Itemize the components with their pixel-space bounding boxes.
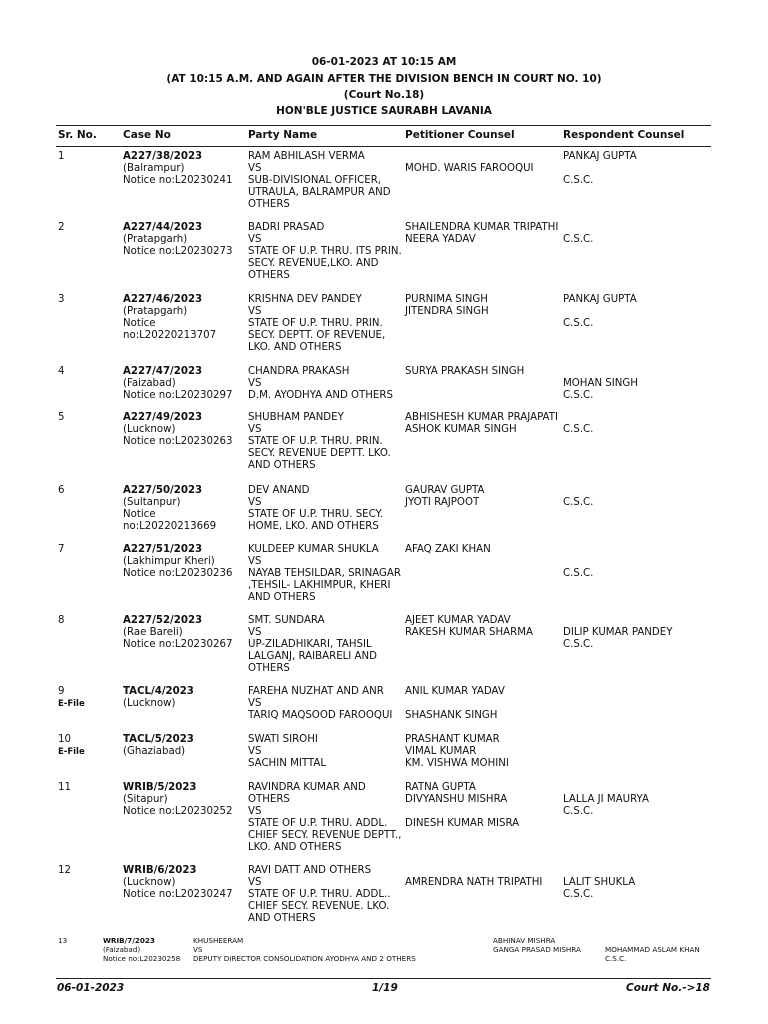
party-line: HOME, LKO. AND OTHERS (248, 521, 379, 532)
party-line: DEV ANAND (248, 485, 310, 496)
counsel-line: C.S.C. (605, 953, 627, 963)
party-line: STATE OF U.P. THRU. PRIN. (248, 436, 383, 447)
case-notice: Notice no:L20230236 (123, 568, 233, 579)
sr-number: 7 (58, 544, 65, 555)
counsel-line (563, 865, 635, 877)
row-sr-no (58, 782, 71, 794)
sr-number: 8 (58, 615, 65, 626)
case-notice: Notice no:L20230241 (123, 175, 233, 186)
table-top-rule (56, 125, 711, 126)
party-line: VS (193, 944, 203, 954)
case-notice: no:L20220213707 (123, 330, 217, 341)
party-line: CHIEF SECY. REVENUE DEPTT., (248, 830, 402, 841)
row-case-info (103, 937, 180, 964)
party-line: VS (248, 497, 262, 508)
party-line: SECY. DEPTT. OF REVENUE, (248, 330, 386, 341)
case-notice: Notice no:L20230297 (123, 390, 233, 401)
row-respondent-counsel (563, 485, 593, 509)
column-header-respondent-counsel: Respondent Counsel (563, 129, 685, 141)
counsel-line: JITENDRA SINGH (405, 306, 489, 317)
case-number: A227/51/2023 (123, 544, 203, 555)
party-line: SWATI SIROHI (248, 734, 318, 745)
party-line: STATE OF U.P. THRU. ITS PRIN. (248, 246, 402, 257)
row-case-info (123, 734, 194, 758)
party-line: KULDEEP KUMAR SHUKLA (248, 544, 379, 555)
counsel-line: LALLA JI MAURYA (563, 794, 649, 805)
row-petitioner-counsel (405, 686, 505, 722)
party-line: ,TEHSIL- LAKHIMPUR, KHERI (248, 580, 391, 591)
counsel-line (405, 806, 519, 818)
counsel-line: C.S.C. (563, 318, 594, 329)
counsel-line: AFAQ ZAKI KHAN (405, 544, 491, 555)
case-district: (Ghaziabad) (123, 746, 186, 757)
row-party-name (248, 151, 391, 211)
case-notice: Notice no:L20230252 (123, 806, 233, 817)
counsel-line: DIVYANSHU MISHRA (405, 794, 508, 805)
counsel-line: MOHAN SINGH (563, 378, 638, 389)
counsel-line (563, 366, 638, 378)
row-case-info (123, 686, 194, 710)
row-petitioner-counsel (405, 782, 519, 830)
row-petitioner-counsel (405, 151, 534, 175)
column-header-case-no: Case No (123, 129, 171, 141)
row-sr-no (58, 151, 64, 163)
counsel-line: KM. VISHWA MOHINI (405, 758, 509, 769)
party-line: AND OTHERS (248, 592, 316, 603)
party-line: STATE OF U.P. THRU. SECY. (248, 509, 383, 520)
case-notice: Notice no:L20230273 (123, 246, 233, 257)
row-petitioner-counsel (405, 222, 558, 246)
counsel-line: C.S.C. (563, 175, 594, 186)
footer-page-number: 1/19 (372, 982, 398, 994)
party-line: UTRAULA, BALRAMPUR AND (248, 187, 391, 198)
case-notice: no:L20220213669 (123, 521, 217, 532)
row-party-name (248, 294, 385, 354)
party-line: VS (248, 378, 262, 389)
party-line: CHIEF SECY. REVENUE. LKO. (248, 901, 390, 912)
case-district: (Pratapgarh) (123, 306, 188, 317)
case-district: (Lucknow) (123, 877, 176, 888)
case-district: (Faizabad) (103, 944, 141, 954)
case-notice: Notice (123, 318, 156, 329)
counsel-line: AMRENDRA NATH TRIPATHI (405, 877, 543, 888)
row-sr-no (58, 294, 64, 306)
counsel-line: C.S.C. (563, 390, 594, 401)
case-district: (Pratapgarh) (123, 234, 188, 245)
row-respondent-counsel (563, 294, 637, 330)
case-number: A227/50/2023 (123, 485, 203, 496)
counsel-line (563, 163, 637, 175)
row-respondent-counsel (563, 412, 593, 436)
court-number: (Court No.18) (343, 89, 425, 101)
party-line: VS (248, 306, 262, 317)
column-header-sr-no: Sr. No. (58, 129, 97, 141)
row-case-info (123, 151, 232, 187)
party-line: VS (248, 877, 262, 888)
party-line: SECY. REVENUE,LKO. AND (248, 258, 379, 269)
row-sr-no: 13 (58, 936, 68, 945)
party-line: CHANDRA PRAKASH (248, 366, 350, 377)
party-line: OTHERS (248, 199, 290, 210)
party-line: RAVINDRA KUMAR AND (248, 782, 366, 793)
case-notice: Notice (123, 509, 156, 520)
party-line: TARIQ MAQSOOD FAROOQUI (248, 710, 393, 721)
counsel-line (563, 222, 593, 234)
row-respondent-counsel (563, 544, 593, 580)
row-party-name (248, 615, 377, 675)
party-line: SECY. REVENUE DEPTT. LKO. (248, 448, 391, 459)
counsel-line: PANKAJ GUPTA (563, 294, 637, 305)
row-sr-no (58, 222, 64, 234)
column-header-petitioner-counsel: Petitioner Counsel (405, 129, 515, 141)
row-respondent-counsel (563, 151, 637, 187)
party-line: SHUBHAM PANDEY (248, 412, 344, 423)
case-district: (Faizabad) (123, 378, 176, 389)
row-case-info (123, 294, 216, 342)
row-petitioner-counsel (405, 485, 484, 509)
row-case-info (123, 544, 232, 580)
footer-rule (56, 978, 711, 979)
counsel-line: VIMAL KUMAR (405, 746, 477, 757)
sr-number: 2 (58, 222, 65, 233)
row-petitioner-counsel (405, 412, 558, 436)
row-respondent-counsel (563, 366, 638, 402)
counsel-line: PURNIMA SINGH (405, 294, 488, 305)
counsel-line (563, 615, 672, 627)
counsel-line: ASHOK KUMAR SINGH (405, 424, 517, 435)
row-case-info (123, 865, 232, 901)
row-party-name (248, 485, 383, 533)
counsel-line: DINESH KUMAR MISRA (405, 818, 520, 829)
counsel-line: PANKAJ GUPTA (563, 151, 637, 162)
party-line: SUB-DIVISIONAL OFFICER, (248, 175, 382, 186)
row-petitioner-counsel (405, 294, 489, 318)
case-district: (Lucknow) (123, 424, 176, 435)
party-line: VS (248, 424, 262, 435)
row-petitioner-counsel (405, 734, 509, 770)
party-line: VS (248, 234, 262, 245)
party-line: OTHERS (248, 663, 290, 674)
row-sr-no (58, 686, 85, 710)
footer-court-number: Court No.->18 (625, 982, 710, 994)
party-line: VS (248, 746, 262, 757)
party-line: VS (248, 627, 262, 638)
case-number: A227/44/2023 (123, 222, 203, 233)
counsel-line (563, 782, 649, 794)
case-district: (Sultanpur) (123, 497, 181, 508)
counsel-line (405, 151, 534, 163)
row-case-info (123, 222, 232, 258)
case-number: WRIB/6/2023 (123, 865, 197, 876)
party-line: STATE OF U.P. THRU. ADDL.. (248, 889, 391, 900)
party-line: VS (248, 806, 262, 817)
row-sr-no (58, 412, 64, 424)
row-sr-no (58, 615, 64, 627)
party-line: KRISHNA DEV PANDEY (248, 294, 362, 305)
counsel-line: JYOTI RAJPOOT (405, 497, 480, 508)
row-case-info (123, 485, 216, 533)
counsel-line (563, 306, 637, 318)
row-party-name (248, 686, 392, 722)
row-petitioner-counsel (405, 615, 533, 639)
sr-number: 9 (58, 686, 65, 697)
case-number: A227/38/2023 (123, 151, 203, 162)
case-district: (Lakhimpur Kheri) (123, 556, 215, 567)
sr-number: 10 (58, 734, 71, 745)
case-notice: Notice no:L20230267 (123, 639, 233, 650)
counsel-line: SHAILENDRA KUMAR TRIPATHI (405, 222, 559, 233)
row-petitioner-counsel (405, 865, 542, 889)
party-line: NAYAB TEHSILDAR, SRINAGAR (248, 568, 401, 579)
sr-number: 4 (58, 366, 65, 377)
sr-number: 1 (58, 151, 65, 162)
case-number: A227/47/2023 (123, 366, 203, 377)
counsel-line: C.S.C. (563, 497, 594, 508)
party-line: BADRI PRASAD (248, 222, 325, 233)
counsel-line: MOHD. WARIS FAROOQUI (405, 163, 534, 174)
counsel-line: C.S.C. (563, 424, 594, 435)
row-case-info (123, 366, 232, 402)
counsel-line: SHASHANK SINGH (405, 710, 498, 721)
case-number: A227/49/2023 (123, 412, 203, 423)
party-line: KHUSHEERAM (193, 936, 244, 945)
row-party-name (248, 544, 401, 604)
counsel-line: C.S.C. (563, 568, 594, 579)
party-line: VS (248, 556, 262, 567)
row-party-name (193, 937, 416, 964)
case-district: (Rae Bareli) (123, 627, 183, 638)
row-sr-no (58, 366, 64, 378)
counsel-line: C.S.C. (563, 889, 594, 900)
party-line: AND OTHERS (248, 913, 316, 924)
counsel-line (563, 485, 593, 497)
sr-number: 6 (58, 485, 65, 496)
case-notice: Notice no:L20230247 (123, 889, 233, 900)
sr-number: 3 (58, 294, 65, 305)
party-line: LKO. AND OTHERS (248, 842, 342, 853)
counsel-line: ABHINAV MISHRA (493, 936, 556, 945)
party-line: UP-ZILADHIKARI, TAHSIL (248, 639, 372, 650)
counsel-line (405, 698, 505, 710)
row-case-info (123, 782, 232, 818)
row-party-name (248, 366, 393, 402)
row-respondent-counsel (563, 782, 649, 818)
sr-number: 5 (58, 412, 65, 423)
row-party-name (248, 222, 402, 282)
row-party-name (248, 412, 391, 472)
party-line: OTHERS (248, 794, 290, 805)
row-case-info (123, 615, 232, 651)
efile-badge: E-File (58, 747, 85, 757)
party-line: SACHIN MITTAL (248, 758, 326, 769)
counsel-line: GANGA PRASAD MISHRA (493, 944, 581, 954)
case-number: A227/46/2023 (123, 294, 203, 305)
row-respondent-counsel (563, 615, 672, 651)
counsel-line: GAURAV GUPTA (405, 485, 485, 496)
row-party-name (248, 782, 401, 854)
row-sr-no (58, 544, 64, 556)
counsel-line (563, 412, 593, 424)
efile-badge: E-File (58, 699, 85, 709)
row-case-info (123, 412, 232, 448)
row-petitioner-counsel (493, 937, 581, 955)
case-number: A227/52/2023 (123, 615, 203, 626)
party-line: RAVI DATT AND OTHERS (248, 865, 372, 876)
counsel-line: RAKESH KUMAR SHARMA (405, 627, 533, 638)
party-line: LALGANJ, RAIBARELI AND (248, 651, 377, 662)
counsel-line: DILIP KUMAR PANDEY (563, 627, 673, 638)
case-notice: Notice no:L20230263 (123, 436, 233, 447)
case-number: WRIB/5/2023 (123, 782, 197, 793)
case-district: (Balrampur) (123, 163, 185, 174)
row-sr-no (58, 865, 71, 877)
cause-list-date: 06-01-2023 AT 10:15 AM (311, 56, 457, 68)
row-party-name (248, 865, 391, 925)
table-header-rule (56, 146, 711, 147)
row-petitioner-counsel (405, 366, 524, 378)
sr-number: 11 (58, 782, 71, 793)
party-line: AND OTHERS (248, 460, 316, 471)
counsel-line: PRASHANT KUMAR (405, 734, 500, 745)
counsel-line: C.S.C. (563, 806, 594, 817)
counsel-line: LALIT SHUKLA (563, 877, 636, 888)
counsel-line: AJEET KUMAR YADAV (405, 615, 511, 626)
counsel-line: SURYA PRAKASH SINGH (405, 366, 525, 377)
case-number: TACL/4/2023 (123, 686, 194, 697)
party-line: RAM ABHILASH VERMA (248, 151, 365, 162)
party-line: VS (248, 163, 262, 174)
counsel-line (563, 556, 593, 568)
footer-date: 06-01-2023 (57, 982, 125, 994)
counsel-line: ANIL KUMAR YADAV (405, 686, 505, 697)
row-party-name (248, 734, 326, 770)
party-line: STATE OF U.P. THRU. ADDL. (248, 818, 388, 829)
case-district: (Sitapur) (123, 794, 168, 805)
counsel-line: NEERA YADAV (405, 234, 476, 245)
court-note: (AT 10:15 A.M. AND AGAIN AFTER THE DIVISION BENCH IN COURT NO. 10) (166, 73, 602, 85)
judge-name: HON'BLE JUSTICE SAURABH LAVANIA (276, 105, 492, 117)
party-line: LKO. AND OTHERS (248, 342, 342, 353)
party-line: VS (248, 698, 262, 709)
case-district: (Lucknow) (123, 698, 176, 709)
counsel-line: RATNA GUPTA (405, 782, 476, 793)
column-header-party-name: Party Name (248, 129, 318, 141)
counsel-line: MOHAMMAD ASLAM KHAN (605, 944, 700, 954)
row-petitioner-counsel (405, 544, 491, 556)
party-line: SMT. SUNDARA (248, 615, 325, 626)
counsel-line (563, 544, 593, 556)
row-sr-no (58, 734, 85, 758)
party-line: OTHERS (248, 270, 290, 281)
party-line: FAREHA NUZHAT AND ANR (248, 686, 384, 697)
row-respondent-counsel (605, 937, 700, 964)
row-respondent-counsel (563, 222, 593, 246)
counsel-line (405, 865, 542, 877)
counsel-line: C.S.C. (563, 639, 594, 650)
party-line: D.M. AYODHYA AND OTHERS (248, 390, 393, 401)
case-number: WRIB/7/2023 (103, 936, 155, 945)
case-number: TACL/5/2023 (123, 734, 194, 745)
party-line: STATE OF U.P. THRU. PRIN. (248, 318, 383, 329)
counsel-line: ABHISHESH KUMAR PRAJAPATI (405, 412, 558, 423)
row-respondent-counsel (563, 865, 635, 901)
case-notice: Notice no:L20230258 (103, 953, 181, 963)
sr-number: 12 (58, 865, 71, 876)
row-sr-no (58, 485, 64, 497)
counsel-line: C.S.C. (563, 234, 594, 245)
party-line: DEPUTY DIRECTOR CONSOLIDATION AYODHYA AND 2 OTHERS (193, 953, 416, 963)
